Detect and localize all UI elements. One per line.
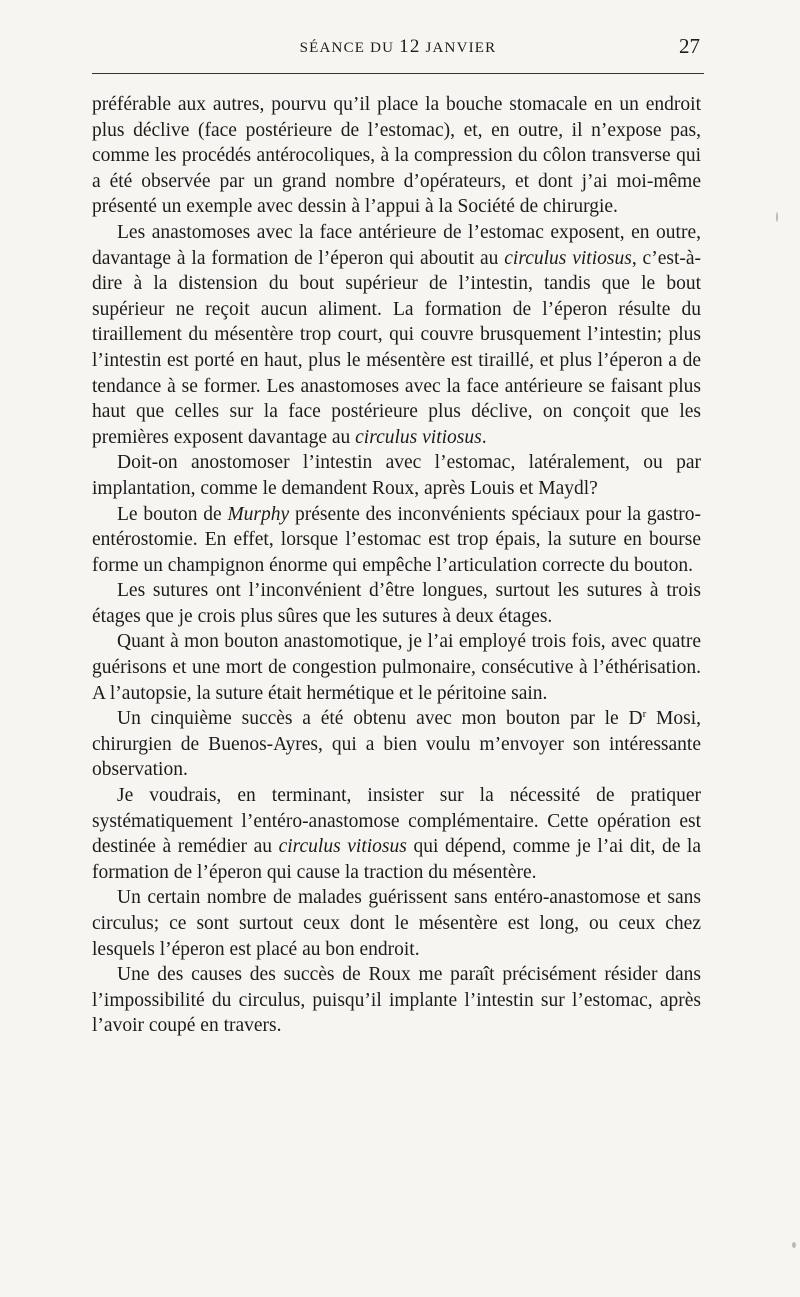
text-run: Le bouton de <box>117 503 228 525</box>
paragraph-p10 <box>92 962 701 1039</box>
running-title <box>92 36 704 58</box>
running-title-after: JANVIER <box>420 40 497 56</box>
text-run: Un certain nombre de malades guérissent sans entéro-anastomose et sans circulus; ce sont surtout ceux dont le mésentère est long, ou ceux chez lesquels l’éperon est placé au bon endroit. <box>92 887 701 960</box>
text-run: Mosi, chirurgien de Buenos-Ayres, qui a bien voulu m’envoyer son intéressante observation. <box>92 708 701 781</box>
italic-term: circulus vitiosus <box>355 426 482 448</box>
body-text <box>92 92 701 1039</box>
text-run: Doit-on anostomoser l’intestin avec l’estomac, latéralement, ou par implantation, comme le demandent Roux, après Louis et Maydl? <box>92 452 701 499</box>
text-run: , c’est-à-dire à la distension du bout supérieur de l’intestin, tandis que le bout supérieur ne reçoit aucun aliment. La formation de l’éperon résulte du tiraillement du mésentère trop court, qui couvre brusquement l’intestin; plus l’intestin est porté en haut, plus le mésentère est tiraillé, et plus l’éperon a de tendance à se former. Les anastomoses avec la face antérieure se faisant plus haut que celles sur la face postérieure plus déclive, on conçoit que les premières exposent davantage au <box>92 247 702 448</box>
text-run: qui dépend, comme je l’ai dit, de la formation de l’éperon qui cause la traction du mésentère. <box>92 836 702 883</box>
paragraph-p5 <box>92 578 701 629</box>
italic-term: Murphy <box>227 503 290 525</box>
text-run: présente des inconvénients spéciaux pour la gastro-entérostomie. En effet, lorsque l’estomac est trop épais, la suture en bourse forme un champignon énorme qui empêche l’articulation correcte du bouton. <box>92 503 701 576</box>
text-run: Je voudrais, en terminant, insister sur la nécessité de pratiquer systématiquement l’entéro-anastomose complémentaire. Cette opération est destinée à remédier au <box>92 785 701 858</box>
paragraph-p7 <box>92 706 701 783</box>
paragraph-p8 <box>92 783 701 885</box>
running-head <box>92 36 704 60</box>
running-title-before: SÉANCE DU <box>299 40 400 56</box>
text-run: Une des causes des succès de Roux me paraît précisément résider dans l’impossibilité du circulus, puisqu’il implante l’intestin sur l’estomac, après l’avoir coupé en travers. <box>92 964 701 1037</box>
superscript: r <box>642 708 647 721</box>
paragraph-p4 <box>92 502 701 579</box>
paragraph-p6 <box>92 629 701 706</box>
paper-speck <box>776 212 778 222</box>
italic-term: circulus vitiosus <box>504 247 632 269</box>
text-run: Un cinquième succès a été obtenu avec mon bouton par le D <box>117 708 643 730</box>
italic-term: circulus vitiosus <box>278 836 407 858</box>
paragraph-p9 <box>92 885 701 962</box>
paragraph-p2 <box>92 220 701 450</box>
text-run: préférable aux autres, pourvu qu’il place la bouche stomacale en un endroit plus déclive (face postérieure de l’estomac), et, en outre, il n’expose pas, comme les procédés antérocoliques, à la compression du côlon transverse qui a été observée par un grand nombre d’opérateurs, et dont j’ai moi-même présenté un exemple avec dessin à l’appui à la Société de chirurgie. <box>92 94 701 218</box>
text-run: Les sutures ont l’inconvénient d’être longues, surtout les sutures à trois étages que je crois plus sûres que les sutures à deux étages. <box>92 580 701 627</box>
text-run: Les anastomoses avec la face antérieure de l’estomac exposent, en outre, davantage à la formation de l’éperon qui aboutit au <box>92 221 701 269</box>
text-run: . <box>481 426 487 448</box>
text-run: Quant à mon bouton anastomotique, je l’ai employé trois fois, avec quatre guérisons et une mort de congestion pulmonaire, consécutive à l’éthérisation. A l’autopsie, la suture était hermétique et le péritoine sain. <box>92 631 701 704</box>
paragraph-p1 <box>92 92 701 220</box>
header-rule <box>92 73 704 74</box>
page-number: 27 <box>679 34 700 58</box>
paper-speck <box>792 1242 796 1248</box>
running-title-number: 12 <box>399 36 421 57</box>
paragraph-p3 <box>92 450 701 501</box>
